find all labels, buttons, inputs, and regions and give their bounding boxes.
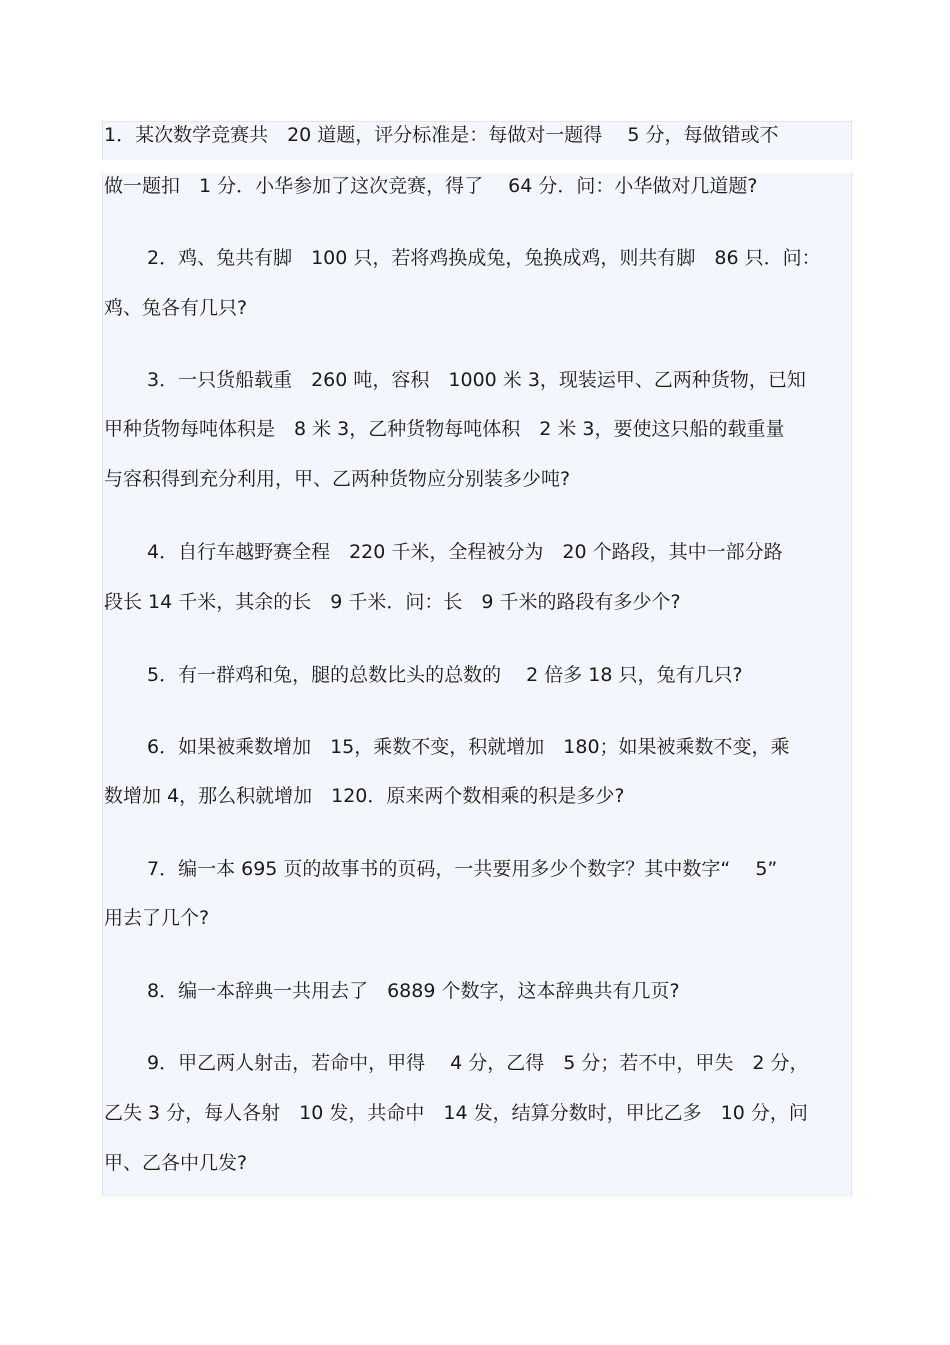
problem-line: 4．自行车越野赛全程 220 千米，全程被分为 20 个路段，其中一部分路 <box>147 541 783 563</box>
problem-line: 乙失 3 分，每人各射 10 发，共命中 14 发，结算分数时，甲比乙多 10 分，问 <box>104 1102 808 1124</box>
problem-line: 段长 14 千米，其余的长 9 千米．问：长 9 千米的路段有多少个? <box>104 591 681 613</box>
problem-line: 数增加 4，那么积就增加 120．原来两个数相乘的积是多少? <box>104 785 625 807</box>
problem-line: 8．编一本辞典一共用去了 6889 个数字，这本辞典共有几页? <box>147 980 680 1002</box>
problem-line: 鸡、兔各有几只? <box>104 297 248 319</box>
problem-line: 9．甲乙两人射击，若命中，甲得 4 分，乙得 5 分；若不中，甲失 2 分， <box>147 1052 809 1074</box>
problem-line: 甲、乙各中几发? <box>104 1152 248 1174</box>
problem-line: 3．一只货船载重 260 吨，容积 1000 米 3，现装运甲、乙两种货物，已知 <box>147 369 806 391</box>
problem-line: 6．如果被乘数增加 15，乘数不变，积就增加 180；如果被乘数不变，乘 <box>147 736 790 758</box>
problem-line: 7．编一本 695 页的故事书的页码，一共要用多少个数字？其中数字“ 5” <box>147 858 778 880</box>
problem-line: 1．某次数学竞赛共 20 道题，评分标准是：每做对一题得 5 分，每做错或不 <box>104 124 779 146</box>
problem-line: 做一题扣 1 分．小华参加了这次竞赛，得了 64 分．问：小华做对几道题? <box>104 175 758 197</box>
problem-line: 甲种货物每吨体积是 8 米 3，乙种货物每吨体积 2 米 3，要使这只船的载重量 <box>104 418 785 440</box>
problem-line: 与容积得到充分利用，甲、乙两种货物应分别装多少吨? <box>104 468 571 490</box>
problem-line: 2．鸡、兔共有脚 100 只，若将鸡换成兔，兔换成鸡，则共有脚 86 只．问： <box>147 247 821 269</box>
problem-line: 用去了几个? <box>104 907 210 929</box>
problem-line: 5．有一群鸡和兔，腿的总数比头的总数的 2 倍多 18 只，兔有几只? <box>147 664 743 686</box>
